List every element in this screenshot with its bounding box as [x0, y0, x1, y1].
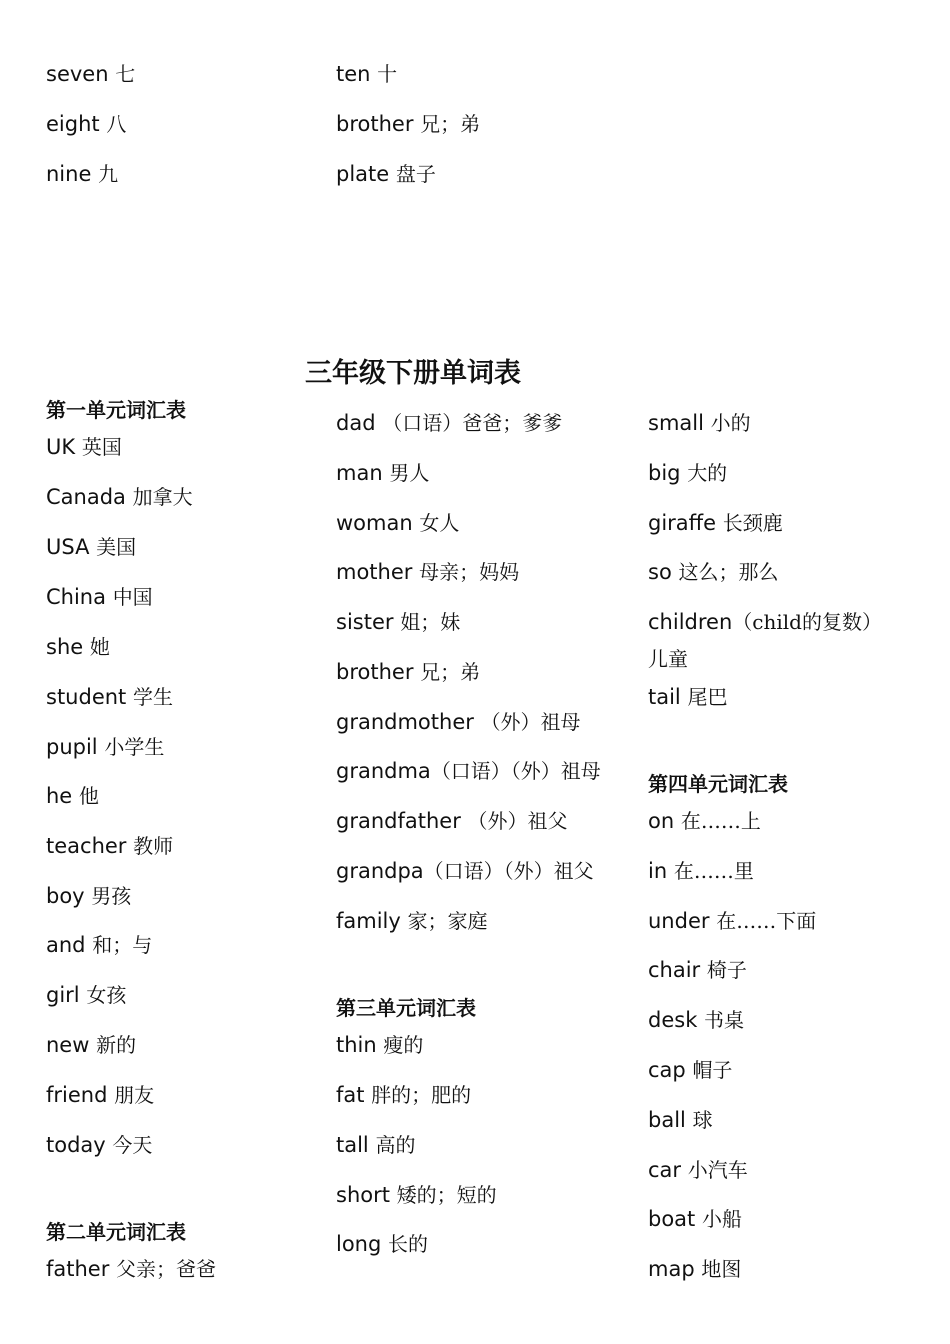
- word-cn: 大的: [687, 461, 728, 485]
- word-en: student: [46, 685, 127, 709]
- word-en: boat: [648, 1207, 696, 1231]
- word-entry: [336, 409, 562, 437]
- word-entry: [46, 1031, 136, 1059]
- word-entry: [46, 981, 126, 1009]
- word-entry: [336, 110, 480, 138]
- word-entry: [648, 645, 688, 673]
- word-en: girl: [46, 983, 80, 1007]
- word-entry: [46, 633, 110, 661]
- word-cn: 兄；弟: [420, 112, 481, 136]
- word-cn: 姐；妹: [400, 610, 461, 634]
- word-entry: [648, 683, 727, 711]
- word-cn: 尾巴: [687, 685, 728, 709]
- word-en: father: [46, 1257, 110, 1281]
- word-en: woman: [336, 511, 413, 535]
- word-cn: 小的: [710, 411, 751, 435]
- word-en: short: [336, 1183, 390, 1207]
- word-en: plate: [336, 162, 390, 186]
- word-entry: [46, 1131, 152, 1159]
- word-cn: 小学生: [104, 735, 165, 759]
- word-cn: 高的: [375, 1133, 416, 1157]
- word-en: big: [648, 461, 681, 485]
- word-cn: 朋友: [114, 1083, 155, 1107]
- word-entry: [46, 160, 118, 188]
- word-entry: [336, 1131, 415, 1159]
- word-en: tall: [336, 1133, 369, 1157]
- word-entry: [648, 459, 727, 487]
- word-en: today: [46, 1133, 106, 1157]
- word-cn: 兄；弟: [420, 660, 481, 684]
- word-entry: [46, 583, 153, 611]
- word-entry: [336, 608, 460, 636]
- word-en: new: [46, 1033, 90, 1057]
- word-cn: 七: [115, 62, 136, 86]
- word-cn: 九: [98, 162, 119, 186]
- word-en: dad: [336, 411, 376, 435]
- word-en: friend: [46, 1083, 108, 1107]
- word-cn: 椅子: [706, 958, 747, 982]
- word-cn: 盘子: [395, 162, 436, 186]
- word-entry: [648, 1255, 741, 1283]
- word-entry: [46, 60, 135, 88]
- word-en: small: [648, 411, 704, 435]
- word-en: car: [648, 1158, 682, 1182]
- word-cn: 男孩: [91, 884, 132, 908]
- word-cn: 母亲；妈妈: [419, 560, 520, 584]
- word-en: boy: [46, 884, 85, 908]
- word-entry: [648, 1156, 748, 1184]
- word-entry: [336, 807, 568, 835]
- word-en: UK: [46, 435, 76, 459]
- word-cn: 长颈鹿: [722, 511, 783, 535]
- word-en: fat: [336, 1083, 365, 1107]
- word-en: grandma: [336, 759, 431, 783]
- word-entry: [648, 1006, 744, 1034]
- word-entry: [46, 433, 122, 461]
- word-entry: [336, 509, 459, 537]
- word-entry: [336, 658, 480, 686]
- word-entry: [46, 733, 164, 761]
- word-en: map: [648, 1257, 695, 1281]
- word-en: USA: [46, 535, 90, 559]
- word-cn: 儿童: [648, 647, 688, 671]
- word-entry: [336, 558, 519, 586]
- word-cn: 女人: [419, 511, 460, 535]
- word-entry: [336, 757, 601, 785]
- word-cn: 学生: [132, 685, 173, 709]
- word-entry: [46, 832, 173, 860]
- word-entry: [46, 483, 193, 511]
- word-cn: 在……上: [680, 809, 761, 833]
- word-en: cap: [648, 1058, 686, 1082]
- word-cn: 这么；那么: [678, 560, 779, 584]
- word-cn: 小汽车: [687, 1158, 748, 1182]
- word-entry: [336, 60, 397, 88]
- word-entry: [648, 1056, 732, 1084]
- unit2-heading: 第二单元词汇表: [46, 1220, 186, 1244]
- word-cn: 新的: [96, 1033, 137, 1057]
- word-cn: 和；与: [92, 933, 153, 957]
- word-entry: [648, 807, 761, 835]
- word-entry: [648, 857, 754, 885]
- word-cn: 家；家庭: [407, 909, 488, 933]
- word-cn: 父亲；爸爸: [116, 1257, 217, 1281]
- word-entry: [46, 931, 152, 959]
- word-en: man: [336, 461, 383, 485]
- word-cn: （外）祖父: [467, 809, 568, 833]
- word-entry: [648, 509, 783, 537]
- word-cn: 女孩: [86, 983, 127, 1007]
- word-cn: （口语）爸爸；爹爹: [382, 411, 563, 435]
- word-cn: 十: [377, 62, 398, 86]
- word-en: mother: [336, 560, 413, 584]
- word-cn: （外）祖母: [480, 710, 581, 734]
- word-en: and: [46, 933, 86, 957]
- word-en: China: [46, 585, 106, 609]
- word-cn: 胖的；肥的: [371, 1083, 472, 1107]
- word-cn: 英国: [81, 435, 122, 459]
- word-cn: 教师: [133, 834, 174, 858]
- unit1-heading: 第一单元词汇表: [46, 398, 186, 422]
- word-en: Canada: [46, 485, 126, 509]
- word-en: brother: [336, 660, 414, 684]
- word-en: children: [648, 610, 733, 634]
- word-entry: [336, 1081, 471, 1109]
- word-en: long: [336, 1232, 382, 1256]
- word-entry: [46, 782, 99, 810]
- word-cn: 今天: [112, 1133, 153, 1157]
- word-cn: 中国: [112, 585, 153, 609]
- word-cn: （child的复数）: [732, 610, 882, 634]
- word-entry: [648, 1205, 742, 1233]
- word-entry: [648, 956, 747, 984]
- word-en: chair: [648, 958, 701, 982]
- word-en: ball: [648, 1108, 686, 1132]
- word-cn: 球: [692, 1108, 713, 1132]
- word-entry: [336, 1031, 423, 1059]
- word-en: grandfather: [336, 809, 461, 833]
- word-entry: [336, 160, 436, 188]
- word-entry: [46, 533, 136, 561]
- word-cn: （口语）（外）祖父: [423, 859, 594, 883]
- word-cn: （口语）（外）祖母: [430, 759, 601, 783]
- word-en: so: [648, 560, 672, 584]
- word-entry: [336, 459, 429, 487]
- word-en: nine: [46, 162, 92, 186]
- word-en: thin: [336, 1033, 377, 1057]
- word-entry: [336, 857, 594, 885]
- word-entry: [336, 1181, 497, 1209]
- word-en: family: [336, 909, 401, 933]
- word-entry: [648, 558, 778, 586]
- page-title: 三年级下册单词表: [305, 358, 521, 389]
- word-en: grandmother: [336, 710, 474, 734]
- word-entry: [46, 882, 131, 910]
- word-entry: [648, 1106, 713, 1134]
- word-cn: 美国: [96, 535, 137, 559]
- word-en: teacher: [46, 834, 127, 858]
- word-cn: 男人: [389, 461, 430, 485]
- word-cn: 他: [78, 784, 99, 808]
- word-cn: 瘦的: [383, 1033, 424, 1057]
- word-cn: 八: [106, 112, 127, 136]
- word-entry: [46, 683, 173, 711]
- word-entry: [46, 1081, 154, 1109]
- word-en: on: [648, 809, 675, 833]
- word-entry: [648, 907, 816, 935]
- word-cn: 小船: [701, 1207, 742, 1231]
- word-cn: 在……里: [673, 859, 754, 883]
- word-cn: 书桌: [704, 1008, 745, 1032]
- word-en: desk: [648, 1008, 698, 1032]
- word-cn: 长的: [388, 1232, 429, 1256]
- word-cn: 她: [89, 635, 110, 659]
- word-en: sister: [336, 610, 394, 634]
- word-entry: [46, 1255, 216, 1283]
- word-cn: 帽子: [692, 1058, 733, 1082]
- word-en: seven: [46, 62, 109, 86]
- word-cn: 加拿大: [132, 485, 193, 509]
- word-entry: [336, 907, 488, 935]
- unit3-heading: 第三单元词汇表: [336, 996, 476, 1020]
- word-cn: 矮的；短的: [396, 1183, 497, 1207]
- word-cn: 在……下面: [716, 909, 817, 933]
- word-en: eight: [46, 112, 100, 136]
- word-en: brother: [336, 112, 414, 136]
- word-entry: [336, 708, 581, 736]
- unit4-heading: 第四单元词汇表: [648, 772, 788, 796]
- word-en: ten: [336, 62, 371, 86]
- word-en: under: [648, 909, 710, 933]
- word-entry: [46, 110, 126, 138]
- word-en: pupil: [46, 735, 98, 759]
- word-en: tail: [648, 685, 681, 709]
- word-en: he: [46, 784, 73, 808]
- word-entry: [336, 1230, 428, 1258]
- word-cn: 地图: [701, 1257, 742, 1281]
- word-en: grandpa: [336, 859, 424, 883]
- word-entry: [648, 608, 882, 636]
- word-en: she: [46, 635, 84, 659]
- word-en: in: [648, 859, 668, 883]
- word-en: giraffe: [648, 511, 717, 535]
- word-entry: [648, 409, 751, 437]
